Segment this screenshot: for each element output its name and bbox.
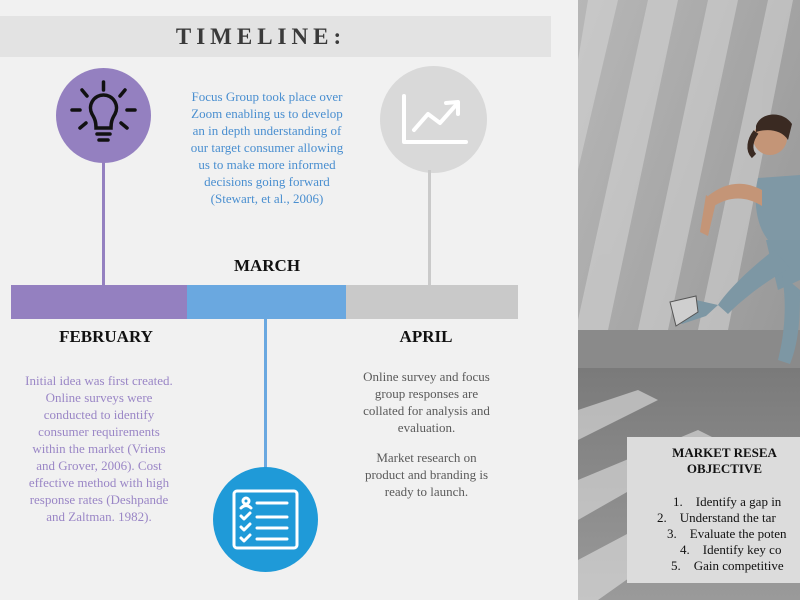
month-label-march: MARCH [233,256,301,275]
april-description-1 [350,368,503,436]
growth-chart-icon [380,66,487,173]
text-line: us to make more informed [198,157,336,172]
march-segment [187,285,346,319]
list-item [667,526,787,542]
list-item-text: Gain competitive [693,558,784,573]
text-line: within the market (Vriens [32,441,166,456]
text-line: conducted to identify [43,407,155,422]
text-line: and Grover, 2006). Cost [36,458,162,473]
list-item-number: 3. [667,526,677,541]
february-icon-circle [56,68,151,163]
list-item-number: 1. [673,494,683,509]
text-line: Market research on [376,450,477,465]
objectives-title-line: MARKET RESEA [672,445,777,460]
text-line: Online surveys were [45,390,153,405]
page-title: TIMELINE: [175,24,347,49]
text-line: effective method with high [28,475,170,490]
march-icon-circle [213,467,318,572]
objectives-title [627,445,800,477]
text-line: ready to launch. [384,484,469,499]
text-line: consumer requirements [38,424,160,439]
list-item-number: 4. [680,542,690,557]
text-line: evaluation. [397,420,456,435]
list-item-number: 2. [657,510,667,525]
april-connector [428,170,431,286]
list-item-text: Identify key co [702,542,782,557]
lightbulb-icon [56,68,151,163]
list-item-text: Identify a gap in [695,494,782,509]
month-label-february: FEBRUARY [59,327,153,346]
list-item [671,558,784,574]
objectives-box [627,437,800,583]
text-line: an in depth understanding of [192,123,342,138]
list-item [680,542,781,558]
text-line: group responses are [374,386,479,401]
text-line: response rates (Deshpande [29,492,169,507]
february-connector [102,160,105,286]
checklist-icon [213,467,318,572]
list-item-number: 5. [671,558,681,573]
list-item [673,494,781,510]
text-line: product and branding is [364,467,489,482]
april-description-2 [350,449,503,500]
february-segment [11,285,187,319]
april-segment [346,285,518,319]
text-line: decisions going forward [204,174,330,189]
text-line: and Zaltman. 1982). [46,509,152,524]
title-bar [0,16,551,57]
objectives-title-line: OBJECTIVE [686,461,763,476]
text-line: (Stewart, et al., 2006) [210,191,324,206]
march-connector [264,318,267,470]
list-item [657,510,776,526]
april-icon-circle [380,66,487,173]
text-line: collated for analysis and [363,403,490,418]
text-line: Online survey and focus [363,369,490,384]
text-line: Focus Group took place over [191,89,343,104]
march-description [178,88,356,207]
text-line: Initial idea was first created. [25,373,173,388]
text-line: our target consumer allowing [190,140,344,155]
list-item-text: Evaluate the poten [689,526,787,541]
month-label-april: APRIL [399,327,453,346]
text-line: Zoom enabling us to develop [191,106,343,121]
list-item-text: Understand the tar [679,510,776,525]
february-description [14,372,184,525]
